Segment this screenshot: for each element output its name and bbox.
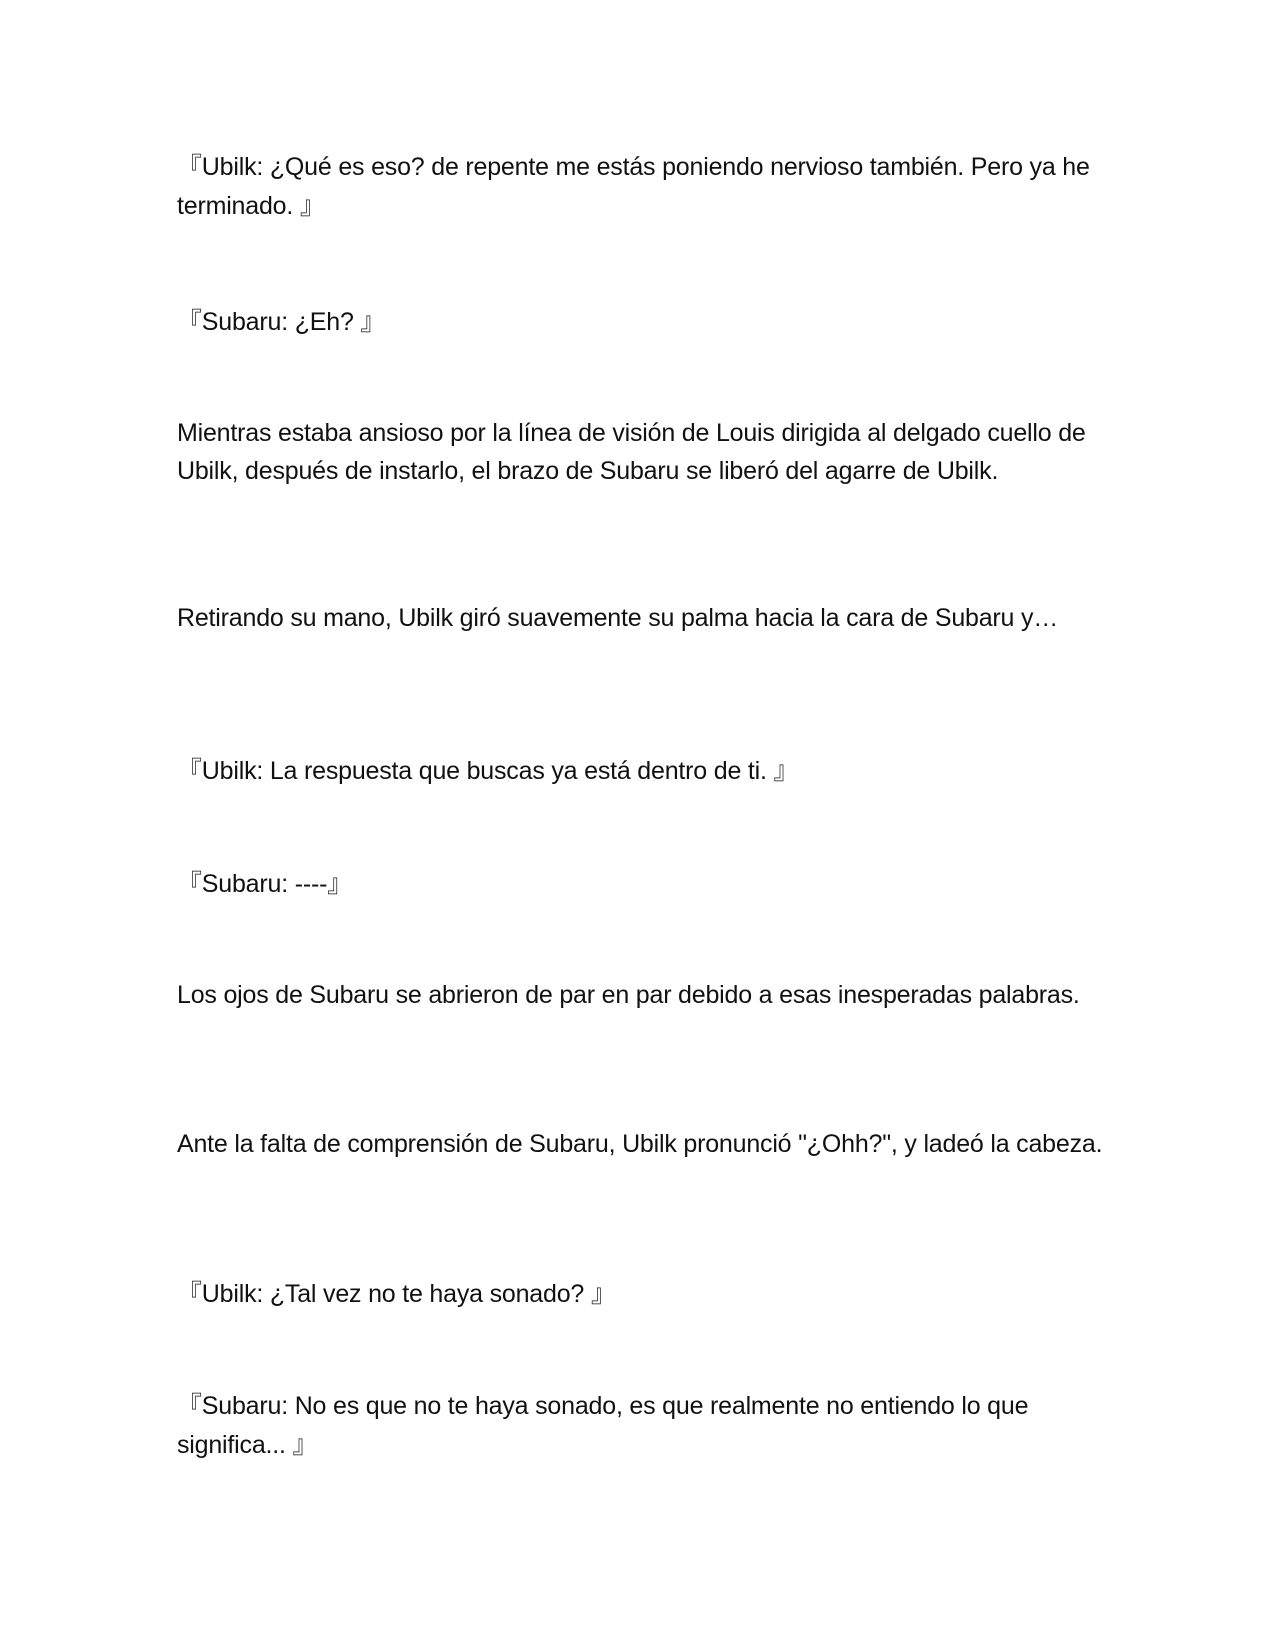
dialogue-ubilk-que-es-eso: 『Ubilk: ¿Qué es eso? de repente me estás poniendo nervioso también. Pero ya he terminado. 』 <box>177 153 1090 220</box>
narration-ubilk-tilts-head: Ante la falta de comprensión de Subaru, Ubilk pronunció "¿Ohh?", y ladeó la cabeza. <box>177 1130 1103 1158</box>
narration-subaru-eyes: Los ojos de Subaru se abrieron de par en par debido a esas inesperadas palabras. <box>177 981 1080 1009</box>
dialogue-subaru-dashes: 『Subaru: ----』 <box>177 870 353 898</box>
dialogue-ubilk-no-sonado: 『Ubilk: ¿Tal vez no te haya sonado? 』 <box>177 1280 616 1308</box>
narration-louis-line-of-sight: Mientras estaba ansioso por la línea de visión de Louis dirigida al delgado cuello de Ubilk, después de instarlo, el brazo de Subaru se liberó del agarre de Ubilk. <box>177 419 1086 485</box>
narration-ubilk-palm: Retirando su mano, Ubilk giró suavemente su palma hacia la cara de Subaru y… <box>177 604 1059 632</box>
dialogue-ubilk-respuesta: 『Ubilk: La respuesta que buscas ya está dentro de ti. 』 <box>177 757 799 785</box>
dialogue-subaru-no-entiendo: 『Subaru: No es que no te haya sonado, es que realmente no entiendo lo que significa... 』 <box>177 1392 1029 1459</box>
dialogue-subaru-eh: 『Subaru: ¿Eh? 』 <box>177 308 386 336</box>
